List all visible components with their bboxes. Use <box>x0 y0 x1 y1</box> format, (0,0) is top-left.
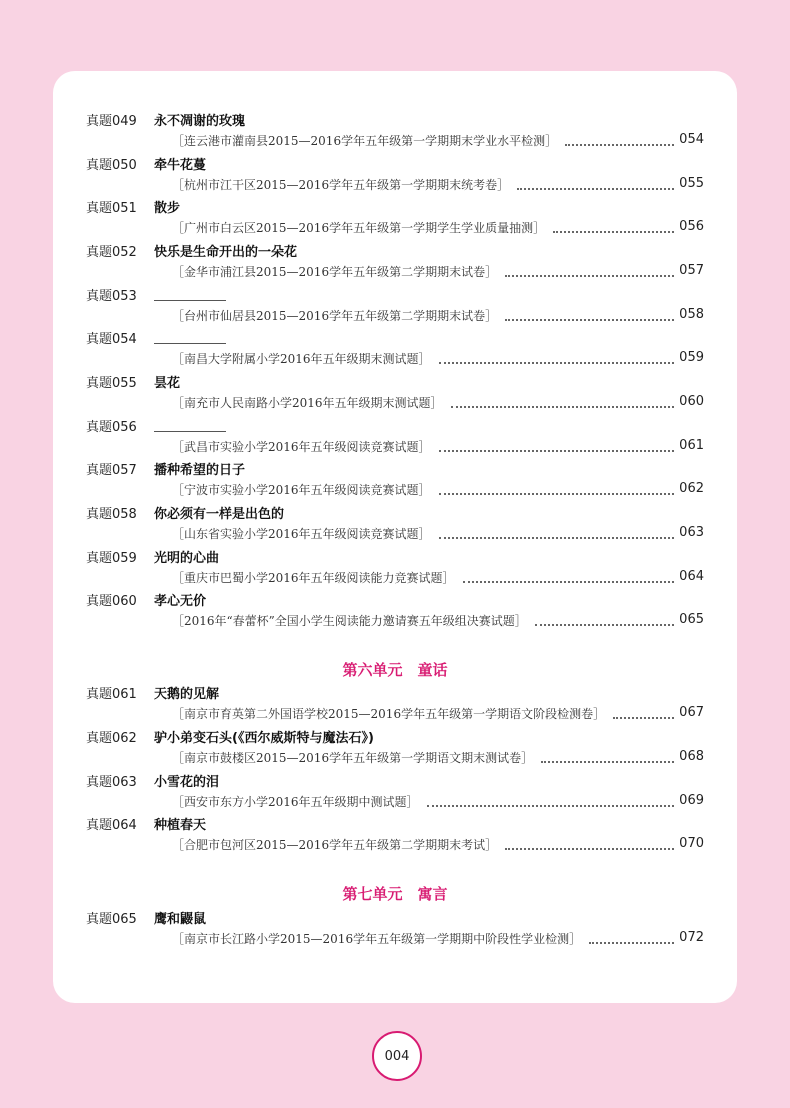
entry-title: 光明的心曲 <box>154 551 220 566</box>
toc-entry[interactable] <box>0 685 790 729</box>
entry-title: 快乐是生命开出的一朵花 <box>154 245 298 260</box>
toc-entry[interactable] <box>0 243 790 287</box>
entry-source: ［南京市长江路小学2015—2016学年五年级第一学期期中阶段性学业检测］ <box>172 932 582 946</box>
toc-entry[interactable] <box>0 505 790 549</box>
entry-source: ［山东省实验小学2016年五年级阅读竞赛试题］ <box>172 527 431 541</box>
toc-entry[interactable] <box>0 910 790 954</box>
entry-source: ［重庆市巴蜀小学2016年五年级阅读能力竞赛试题］ <box>172 571 455 585</box>
entry-source: ［合肥市包河区2015—2016学年五年级第二学期期末考试］ <box>172 838 498 852</box>
entry-page-number: 070 <box>679 836 704 851</box>
dot-leader <box>541 761 674 763</box>
entry-source: ［西安市东方小学2016年五年级期中测试题］ <box>172 795 419 809</box>
toc-entry[interactable] <box>0 418 790 462</box>
entry-number: 真题058 <box>86 507 137 522</box>
entry-number: 真题060 <box>86 594 137 609</box>
entry-number: 真题049 <box>86 114 137 129</box>
entry-number: 真题064 <box>86 818 137 833</box>
page-number-badge <box>372 1031 422 1081</box>
entry-source: ［广州市白云区2015—2016学年五年级第一学期学生学业质量抽测］ <box>172 221 546 235</box>
unit-heading: 第七单元 寓言 <box>342 885 448 903</box>
entry-page-number: 059 <box>679 350 704 365</box>
entry-number: 真题056 <box>86 420 137 435</box>
entry-number: 真题062 <box>86 731 137 746</box>
entry-page-number: 055 <box>679 176 704 191</box>
entry-title: 播种希望的日子 <box>154 463 246 478</box>
entry-source: ［连云港市灌南县2015—2016学年五年级第一学期期末学业水平检测］ <box>172 134 558 148</box>
entry-title: 永不凋谢的玫瑰 <box>154 114 246 129</box>
entry-page-number: 068 <box>679 749 704 764</box>
toc-entry[interactable] <box>0 729 790 773</box>
entry-source: ［南京市育英第二外国语学校2015—2016学年五年级第一学期语文阶段检测卷］ <box>172 707 606 721</box>
entry-title: 小雪花的泪 <box>154 775 220 790</box>
entry-page-number: 069 <box>679 793 704 808</box>
entry-page-number: 065 <box>679 612 704 627</box>
entry-number: 真题051 <box>86 201 137 216</box>
entry-number: 真题052 <box>86 245 137 260</box>
toc-entry[interactable] <box>0 773 790 817</box>
entry-page-number: 054 <box>679 132 704 147</box>
toc-entry[interactable] <box>0 549 790 593</box>
entry-title-blank <box>154 431 226 432</box>
entry-title-blank <box>154 343 226 344</box>
dot-leader <box>427 805 674 807</box>
dot-leader <box>505 275 674 277</box>
entry-number: 真题054 <box>86 332 137 347</box>
entry-source: ［金华市浦江县2015—2016学年五年级第二学期期末试卷］ <box>172 265 498 279</box>
entry-number: 真题053 <box>86 289 137 304</box>
toc-entry[interactable] <box>0 461 790 505</box>
entry-title: 你必须有一样是出色的 <box>154 507 285 522</box>
entry-page-number: 057 <box>679 263 704 278</box>
entry-source: ［宁波市实验小学2016年五年级阅读竞赛试题］ <box>172 483 431 497</box>
dot-leader <box>439 362 674 364</box>
entry-number: 真题050 <box>86 158 137 173</box>
entry-page-number: 063 <box>679 525 704 540</box>
dot-leader <box>439 537 674 539</box>
entry-source: ［台州市仙居县2015—2016学年五年级第二学期期末试卷］ <box>172 309 498 323</box>
toc-entry[interactable] <box>0 287 790 331</box>
page-number: 004 <box>384 1048 410 1064</box>
entry-title: 昙花 <box>154 376 181 391</box>
dot-leader <box>565 144 674 146</box>
entry-page-number: 061 <box>679 438 704 453</box>
entry-number: 真题059 <box>86 551 137 566</box>
unit-heading: 第六单元 童话 <box>342 661 448 679</box>
dot-leader <box>553 231 674 233</box>
entry-source: ［南京市鼓楼区2015—2016学年五年级第一学期语文期末测试卷］ <box>172 751 534 765</box>
dot-leader <box>463 581 674 583</box>
toc-entry[interactable] <box>0 199 790 243</box>
entry-page-number: 062 <box>679 481 704 496</box>
entry-number: 真题063 <box>86 775 137 790</box>
toc-entry[interactable] <box>0 330 790 374</box>
dot-leader <box>505 319 674 321</box>
dot-leader <box>517 188 674 190</box>
entry-title: 牵牛花蔓 <box>154 158 207 173</box>
entry-title: 鹰和鼹鼠 <box>154 912 207 927</box>
entry-page-number: 060 <box>679 394 704 409</box>
entry-title-blank <box>154 300 226 301</box>
entry-title: 种植春天 <box>154 818 207 833</box>
entry-page-number: 067 <box>679 705 704 720</box>
dot-leader <box>589 942 674 944</box>
entry-page-number: 072 <box>679 930 704 945</box>
entry-number: 真题065 <box>86 912 137 927</box>
entry-title: 孝心无价 <box>154 594 207 609</box>
entry-title: 驴小弟变石头(《西尔威斯特与魔法石》) <box>154 731 374 746</box>
entry-title: 散步 <box>154 201 181 216</box>
dot-leader <box>439 450 674 452</box>
entry-source: ［南充市人民南路小学2016年五年级期末测试题］ <box>172 396 443 410</box>
entry-source: ［杭州市江干区2015—2016学年五年级第一学期期末统考卷］ <box>172 178 510 192</box>
dot-leader <box>535 624 674 626</box>
entry-page-number: 058 <box>679 307 704 322</box>
entry-number: 真题061 <box>86 687 137 702</box>
entry-source: ［武昌市实验小学2016年五年级阅读竞赛试题］ <box>172 440 431 454</box>
toc-entry[interactable] <box>0 156 790 200</box>
entry-source: ［2016年“春蕾杯”全国小学生阅读能力邀请赛五年级组决赛试题］ <box>172 614 527 628</box>
entry-number: 真题055 <box>86 376 137 391</box>
dot-leader <box>613 717 674 719</box>
toc-entry[interactable] <box>0 112 790 156</box>
entry-source: ［南昌大学附属小学2016年五年级期末测试题］ <box>172 352 431 366</box>
dot-leader <box>439 493 674 495</box>
dot-leader <box>505 848 674 850</box>
dot-leader <box>451 406 674 408</box>
entry-page-number: 064 <box>679 569 704 584</box>
toc-entry[interactable] <box>0 374 790 418</box>
entry-number: 真题057 <box>86 463 137 478</box>
entry-title: 天鹅的见解 <box>154 687 220 702</box>
toc-entry[interactable] <box>0 592 790 636</box>
entry-page-number: 056 <box>679 219 704 234</box>
toc-entry[interactable] <box>0 816 790 860</box>
